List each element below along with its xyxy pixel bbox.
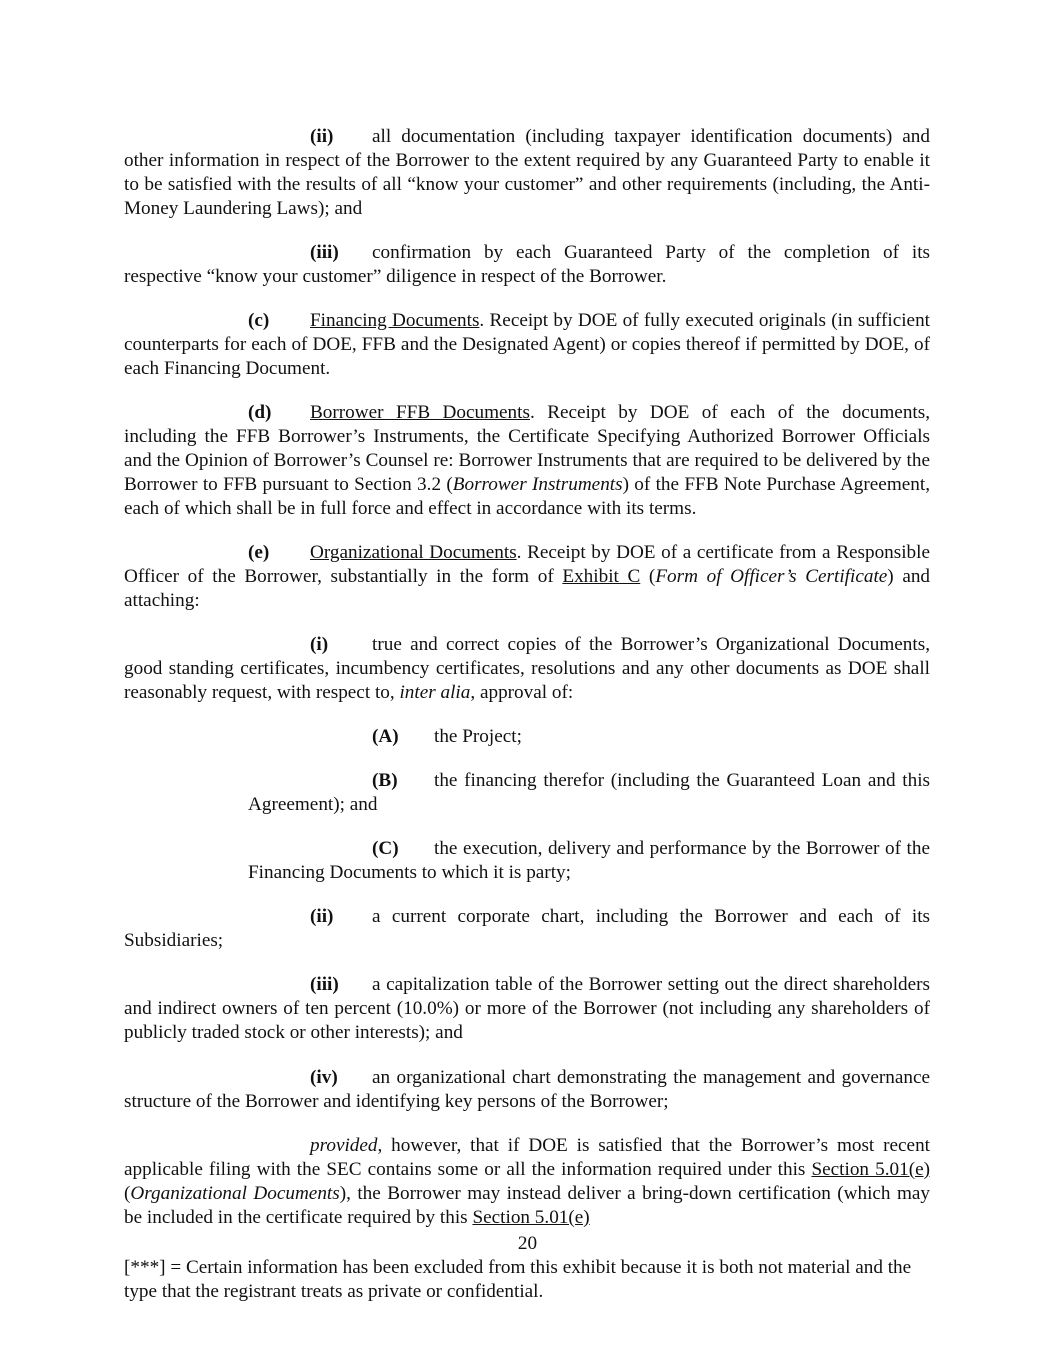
- paragraph-text: true and correct copies of the Borrower’s Organizational Documents, good standing certificates, incumbency certificates, resolutions and any other documents as DOE shall reasonably request, with respect to,: [124, 634, 930, 703]
- paragraph-text: (: [124, 1183, 131, 1204]
- paragraph-text: the execution, delivery and performance by the Borrower of the Financing Documents to which it is party;: [248, 838, 930, 883]
- paragraph-text: confirmation by each Guaranteed Party of the completion of its respective “know your customer” diligence in respect of the Borrower.: [124, 242, 930, 287]
- section-heading: Financing Documents: [310, 310, 480, 331]
- paragraph-text: . Receipt by DOE of a certificate from a Responsible Officer of the Borrower, substantially in the form of: [124, 542, 930, 587]
- paragraph-text: , however, that if DOE is satisfied that the Borrower’s most recent applicable filing with the SEC contains some or all the information required under this: [124, 1135, 930, 1180]
- item-label: (iii): [310, 974, 339, 995]
- paragraph-text: an organizational chart demonstrating the management and governance structure of the Borrower and identifying key persons of the Borrower;: [124, 1067, 930, 1112]
- paragraph-iv-organizational-chart: [124, 1066, 930, 1114]
- paragraph-text: ) of the FFB Note Purchase Agreement, each of which shall be in full force and effect in accordance with its terms.: [124, 474, 930, 519]
- italic-reference: Form of Officer’s Certificate: [655, 566, 888, 587]
- paragraph-text: the Project;: [434, 726, 522, 747]
- exhibit-reference: Exhibit C: [562, 566, 641, 587]
- paragraph-text: a capitalization table of the Borrower setting out the direct shareholders and indirect owners of ten percent (10.0%) or more of the Borrower (not including any shareholders of publicly traded stock or other interests); and: [124, 974, 930, 1043]
- confidentiality-footnote: [***] = Certain information has been excluded from this exhibit because it is both not material and the type that the registrant treats as private or confidential.: [124, 1257, 912, 1302]
- item-label: (B): [372, 770, 398, 791]
- paragraph-ii-corporate-chart: [124, 905, 930, 953]
- paragraph-text: ), the Borrower may instead deliver a bring-down certification (which may be included in the certificate required by this: [124, 1183, 930, 1228]
- section-reference: Section 5.01(e): [811, 1159, 930, 1180]
- item-label: (A): [372, 726, 399, 747]
- paragraph-text: (: [640, 566, 656, 587]
- italic-reference: Organizational Documents: [130, 1183, 340, 1204]
- italic-reference: Borrower Instruments: [452, 474, 623, 495]
- section-heading: Organizational Documents: [310, 542, 517, 563]
- section-label: (c): [248, 310, 270, 331]
- item-label: (ii): [310, 126, 334, 147]
- paragraph-text: , approval of:: [470, 682, 574, 703]
- italic-term: provided: [310, 1135, 378, 1156]
- section-e-organizational-documents: [124, 541, 930, 613]
- proviso-paragraph: [124, 1134, 930, 1230]
- paragraph-text: . Receipt by DOE of fully executed originals (in sufficient counterparts for each of DOE, FFB and the Designated Agent) or copies thereof if permitted by DOE, of each Financing Document.: [124, 310, 930, 379]
- paragraph-text: a current corporate chart, including the Borrower and each of its Subsidiaries;: [124, 906, 930, 951]
- paragraph-iii-confirmation: [124, 241, 930, 289]
- section-label: (d): [248, 402, 272, 423]
- section-c-financing-documents: [124, 309, 930, 381]
- section-d-borrower-ffb-documents: [124, 401, 930, 521]
- paragraph-text: . Receipt by DOE of each of the documents, including the FFB Borrower’s Instruments, the Certificate Specifying Authorized Borrower Officials and the Opinion of Borrower’s Counsel re: Borrower Instruments that are required to be delivered by the Borrower to FFB pursuant to Section 3.2 (: [124, 402, 931, 495]
- item-label: (iv): [310, 1067, 338, 1088]
- item-label: (ii): [310, 906, 334, 927]
- paragraph-text: all documentation (including taxpayer identification documents) and other information in respect of the Borrower to the extent required by any Guaranteed Party to enable it to be satisfied with the results of all “know your customer” and other requirements (including, the Anti-Money Laundering Laws); and: [124, 126, 930, 219]
- italic-term: inter alia: [399, 682, 471, 703]
- item-label: (C): [372, 838, 399, 859]
- section-label: (e): [248, 542, 270, 563]
- subitem-a-project: [248, 725, 930, 749]
- subitem-b-financing: [248, 769, 930, 817]
- item-label: (i): [310, 634, 329, 655]
- section-heading: Borrower FFB Documents: [310, 402, 530, 423]
- paragraph-text: ) and attaching:: [124, 566, 931, 611]
- section-reference: Section 5.01(e): [472, 1207, 590, 1228]
- paragraph-i-true-copies: [124, 633, 930, 705]
- paragraph-text: the financing therefor (including the Guaranteed Loan and this Agreement); and: [248, 770, 930, 815]
- item-label: (iii): [310, 242, 339, 263]
- page-number: 20: [517, 1233, 538, 1254]
- subitem-c-execution: [248, 837, 930, 885]
- paragraph-ii-documentation: [124, 125, 930, 221]
- paragraph-iii-capitalization-table: [124, 973, 930, 1045]
